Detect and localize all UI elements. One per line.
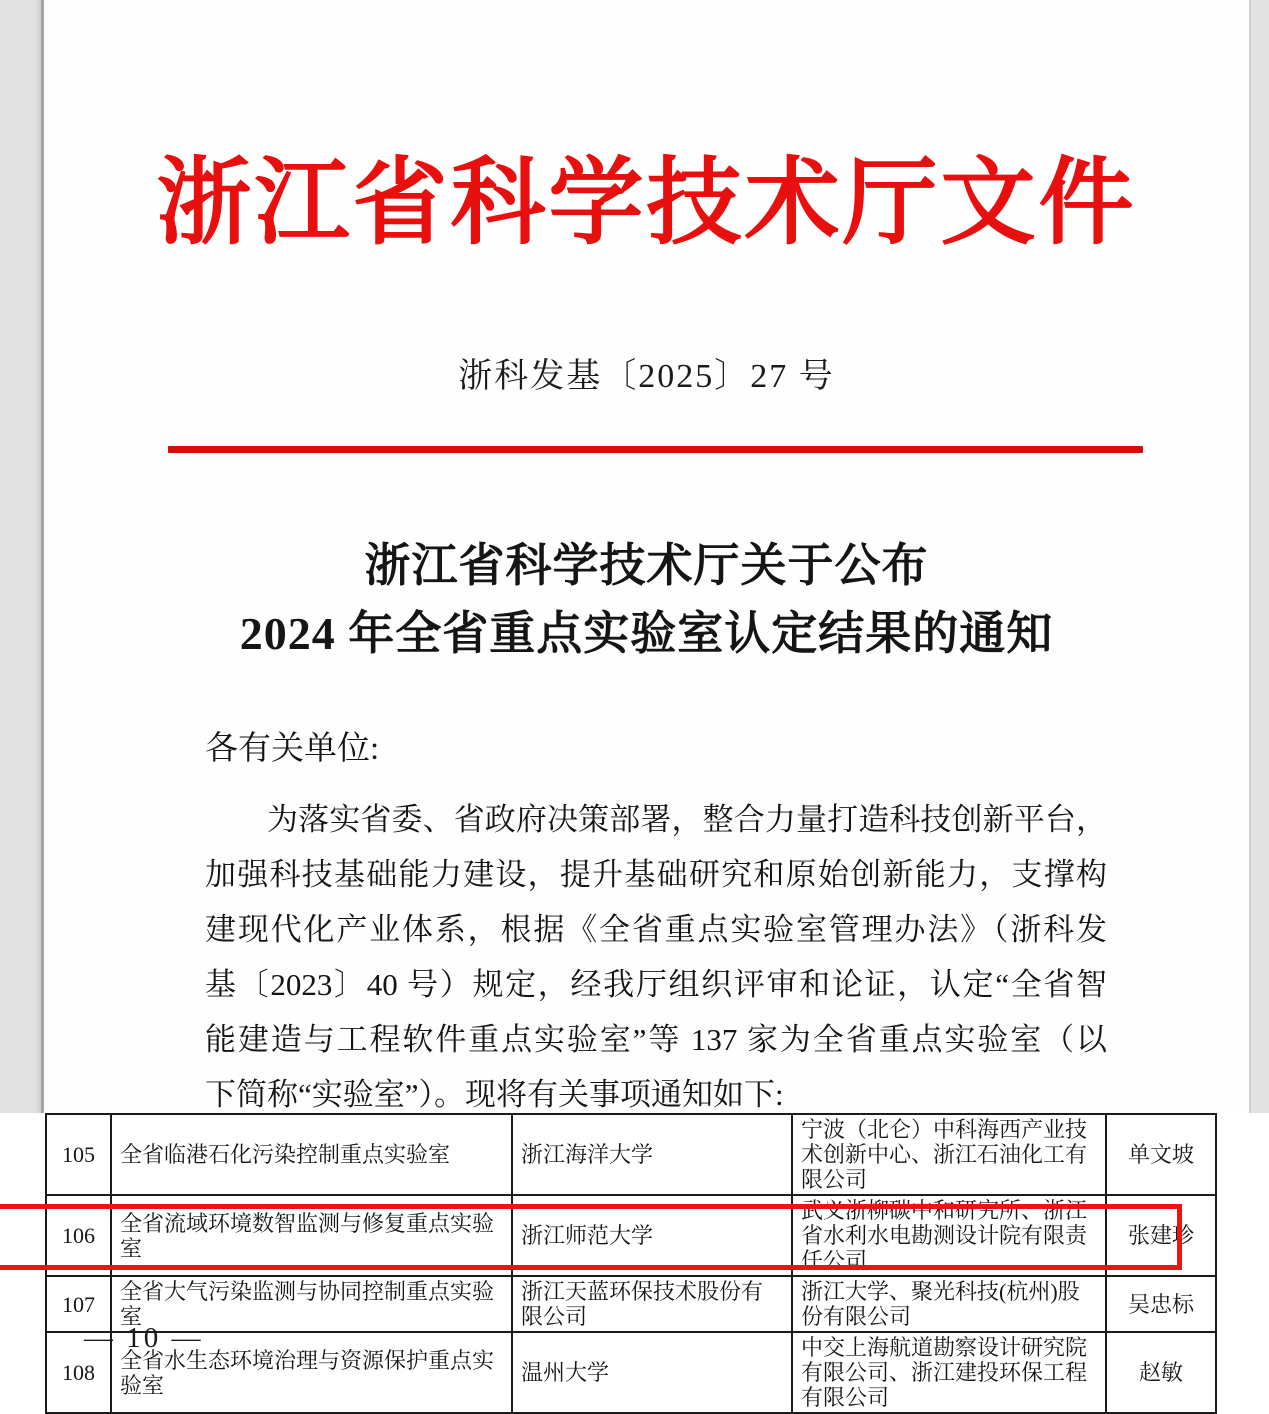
page-margin-right (1249, 0, 1269, 1113)
cell-host-org: 浙江海洋大学 (512, 1114, 792, 1195)
cell-host-org: 温州大学 (512, 1332, 792, 1413)
body-line: 加强科技基础能力建设，提升基础研究和原始创新能力，支撑构 (205, 857, 1107, 892)
cell-director: 张建珍 (1106, 1195, 1216, 1276)
cell-host-org: 浙江师范大学 (512, 1195, 792, 1276)
cell-partner-orgs: 浙江大学、聚光科技(杭州)股份有限公司 (792, 1276, 1106, 1332)
cell-partner-orgs: 武义浙柳碳中和研究所、浙江省水利水电勘测设计院有限责任公司 (792, 1195, 1106, 1276)
document-header-title: 浙江省科学技术厅文件 (156, 150, 1137, 256)
cell-lab-name: 全省临港石化污染控制重点实验室 (111, 1114, 512, 1195)
cell-partner-orgs: 宁波（北仑）中科海西产业技术创新中心、浙江石油化工有限公司 (792, 1114, 1106, 1195)
cell-director: 吴忠标 (1106, 1276, 1216, 1332)
cell-partner-orgs: 中交上海航道勘察设计研究院有限公司、浙江建投环保工程有限公司 (792, 1332, 1106, 1413)
cell-director: 单文坡 (1106, 1114, 1216, 1195)
body-line: 为落实省委、省政府决策部署，整合力量打造科技创新平台， (267, 802, 1107, 837)
table-row-highlighted (46, 1276, 1216, 1332)
body-line: 建现代化产业体系，根据《全省重点实验室管理办法》（浙科发 (205, 912, 1107, 947)
row-107-highlight-box (0, 1204, 1182, 1270)
body-paragraph (205, 792, 1107, 1122)
document-number: 浙科发基〔2025〕27 号 (458, 358, 835, 395)
red-divider-line (168, 446, 1143, 453)
notice-title-line2: 2024 年全省重点实验室认定结果的通知 (239, 608, 1054, 659)
cell-lab-name: 全省水生态环境治理与资源保护重点实验室 (111, 1332, 512, 1413)
cell-lab-name: 全省大气污染监测与协同控制重点实验室 (111, 1276, 512, 1332)
body-line: 基〔2023〕40 号）规定，经我厅组织评审和论证，认定“全省智 (205, 967, 1107, 1002)
table-row (46, 1114, 1216, 1195)
cell-index: 105 (46, 1114, 111, 1195)
cell-lab-name: 全省流域环境数智监测与修复重点实验室 (111, 1195, 512, 1276)
notice-title-line1: 浙江省科学技术厅关于公布 (364, 540, 929, 591)
cell-host-org: 浙江天蓝环保技术股份有限公司 (512, 1276, 792, 1332)
cell-index: 106 (46, 1195, 111, 1276)
page-margin-left (0, 0, 44, 1113)
body-line: 能建造与工程软件重点实验室”等 137 家为全省重点实验室（以 (205, 1022, 1107, 1057)
page-number: — 10 — (84, 1322, 204, 1354)
cell-index: 108 (46, 1332, 111, 1413)
body-line: 下简称“实验室”）。现将有关事项通知如下: (205, 1077, 784, 1112)
salutation: 各有关单位: (205, 731, 380, 767)
cell-index: 107 (46, 1276, 111, 1332)
cell-director: 赵敏 (1106, 1332, 1216, 1413)
table-row (46, 1332, 1216, 1413)
